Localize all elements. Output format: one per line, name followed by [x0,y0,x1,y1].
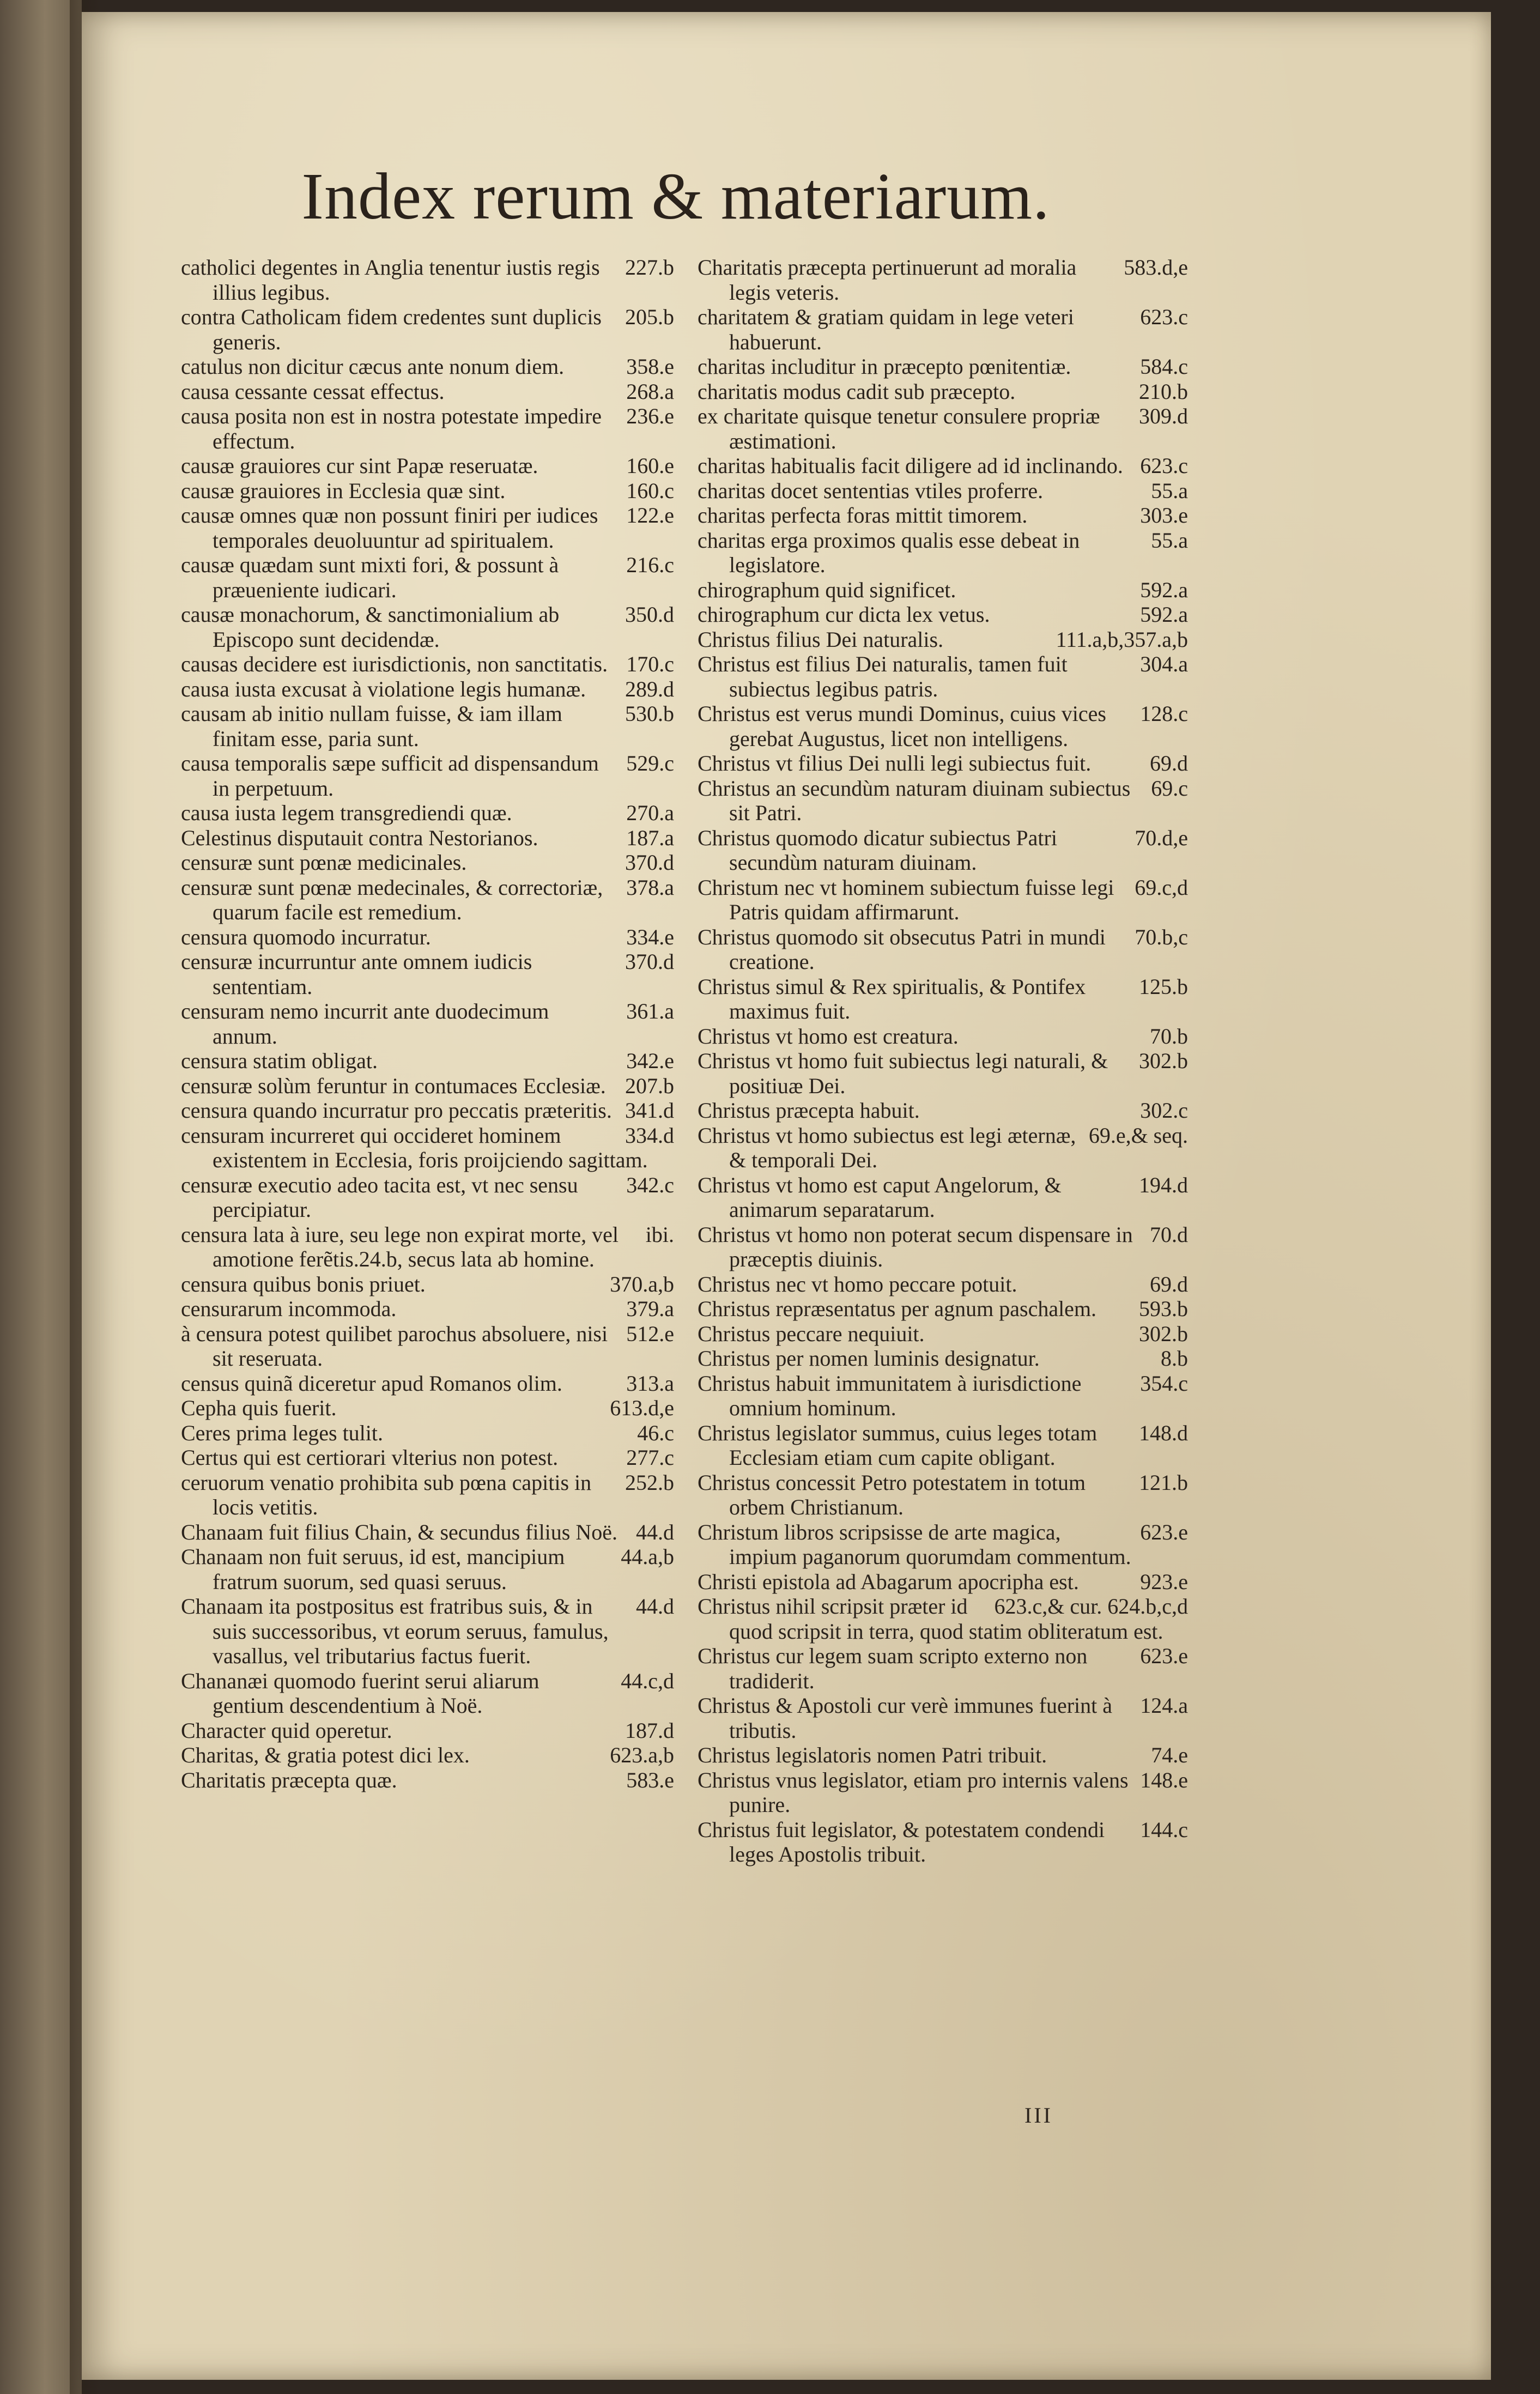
index-entry-ref: 252.b [625,1470,674,1495]
index-entry [698,1098,1188,1123]
index-entry-ref: 55.a [1151,528,1188,553]
index-entry-ref: 69.c [1151,775,1188,801]
index-entry-ref: 187.a [626,825,674,850]
index-entry [181,949,674,999]
index-entry [698,1817,1188,1867]
index-entry-ref: 303.e [1140,503,1188,528]
index-entry-text: Christus legislatoris nomen Patri tribuit. [698,1743,1047,1767]
index-entry-ref: 44.a,b [621,1544,674,1569]
index-entry-text: Christus nihil scripsit præter id quod scripsit in terra, quod statim obliteratum est. [698,1594,1163,1644]
index-entry-text: Ceres prima leges tulit. [181,1420,384,1445]
index-entry-text: charitatem & gratiam quidam in lege veteri habuerunt. [698,305,1074,354]
index-entry-ref: 313.a [626,1371,674,1396]
index-entry-text: causam ab initio nullam fuisse, & iam illam finitam esse, paria sunt. [181,701,562,751]
index-entry [181,1718,674,1743]
index-column-left [181,255,674,2108]
index-entry [181,1594,674,1669]
index-entry-text: causæ grauiores cur sint Papæ reseruatæ. [181,453,538,478]
index-entry-ref: 69.e,& seq. [1088,1123,1188,1148]
index-entry-ref: 227.b [625,255,674,280]
index-entry-text: Certus qui est certiorari vlterius non potest. [181,1445,559,1470]
index-entry [181,553,674,602]
index-entry [698,1421,1188,1470]
index-entry [698,578,1188,603]
index-entry [698,1173,1188,1222]
index-entry-text: Christus est verus mundi Dominus, cuius vices gerebat Augustus, licet non intelligens. [698,701,1106,751]
index-entry-text: censuræ executio adeo tacita est, vt nec sensu percipiatur. [181,1172,578,1222]
index-entry-text: chirographum cur dicta lex vetus. [698,602,990,627]
index-entry [181,503,674,553]
index-entry-text: Chanaam ita postpositus est fratribus suis, & in suis successoribus, vt eorum seruus, famulus, vasallus, vel tributarius factus fuerit. [181,1594,609,1668]
index-entry-ref: 378.a [626,875,674,900]
index-entry [181,801,674,826]
index-entry-ref: 122.e [626,503,674,528]
running-title: Index rerum & materiarum. [301,160,1050,233]
index-entry-text: censuræ sunt pœnæ medecinales, & correctoriæ, quarum facile est remedium. [181,875,603,924]
index-entry-text: Christus habuit immunitatem à iurisdictione omnium hominum. [698,1371,1082,1420]
index-entry-text: Christus vt homo est creatura. [698,1023,959,1048]
index-entry-ref: 342.e [626,1048,674,1073]
index-entry-ref: 148.e [1140,1767,1188,1792]
index-entry-text: causæ grauiores in Ecclesia quæ sint. [181,478,506,503]
index-entry-text: chirographum quid significet. [698,577,956,602]
index-entry [698,379,1188,404]
index-entry-ref: 592.a [1140,602,1188,627]
index-entry [698,453,1188,478]
index-entry-ref: 207.b [625,1073,674,1098]
index-entry [698,404,1188,453]
index-entry-text: Christus quomodo sit obsecutus Patri in mundi creatione. [698,924,1106,974]
index-entry [698,305,1188,354]
index-entry [698,354,1188,379]
index-entry [698,751,1188,776]
index-entry-text: causas decidere est iurisdictionis, non sanctitatis. [181,652,608,676]
index-entry [698,503,1188,528]
index-entry-text: causa iusta excusat à violatione legis humanæ. [181,676,586,701]
index-entry-ref: 354.c [1140,1371,1188,1396]
index-entry-text: Christus vt homo est caput Angelorum, & animarum separatarum. [698,1172,1062,1222]
index-entry [698,1644,1188,1693]
index-entry-ref: 302.b [1139,1048,1188,1073]
index-entry [698,1594,1188,1644]
index-entry-text: charitas habitualis facit diligere ad id inclinando. [698,453,1123,478]
index-entry [181,1396,674,1421]
index-entry [698,776,1188,826]
index-entry-text: censurarum incommoda. [181,1296,397,1321]
index-entry [698,974,1188,1024]
index-entry-ref: 342.c [626,1172,674,1197]
index-entry-text: Cepha quis fuerit. [181,1396,337,1420]
index-entry-text: causæ monachorum, & sanctimonialium ab Episcopo sunt decidendæ. [181,602,560,652]
index-entry-ref: 8.b [1161,1346,1188,1371]
index-entry [181,453,674,478]
index-entry-ref: 236.e [626,404,674,428]
index-entry-ref: 216.c [626,553,674,577]
index-entry [698,255,1188,305]
index-entry-ref: 55.a [1151,478,1188,503]
index-entry-ref: 128.c [1140,701,1188,726]
index-entry [181,1470,674,1520]
index-entry-text: Christus vt homo fuit subiectus legi naturali, & positiuæ Dei. [698,1048,1108,1098]
index-entry-text: censuram incurreret qui occideret hominem existentem in Ecclesia, foris proijciendo sagittam. [181,1123,648,1172]
index-entry-text: Christus vt homo non poterat secum dispensare in præceptis diuinis. [698,1222,1133,1271]
index-entry-text: censuræ sunt pœnæ medicinales. [181,850,467,875]
index-entry [698,1470,1188,1520]
index-entry [698,1024,1188,1049]
index-entry-ref: 529.c [626,751,674,775]
index-entry-ref: 583.e [626,1767,674,1792]
index-entry-text: Chananæi quomodo fuerint serui aliarum gentium descendentium à Noë. [181,1668,539,1718]
index-entry-ref: 289.d [625,676,674,701]
index-entry [698,528,1188,578]
index-entry-text: censura lata à iure, seu lege non expirat morte, vel amotione ferẽtis.24.b, secus lata ab homine. [181,1222,619,1271]
index-entry [698,602,1188,627]
index-entry [181,875,674,925]
index-entry [181,1421,674,1446]
index-entry-text: census quinã diceretur apud Romanos olim. [181,1371,562,1396]
index-entry-text: censuræ incurruntur ante omnem iudicis sententiam. [181,949,532,999]
index-entry-text: ex charitate quisque tenetur consulere propriæ æstimationi. [698,404,1100,453]
index-entry-ref: 70.d [1150,1222,1188,1247]
index-entry [181,1520,674,1545]
index-entry-text: Christus fuit legislator, & potestatem condendi leges Apostolis tribuit. [698,1817,1105,1866]
index-entry-text: Christus simul & Rex spiritualis, & Pontifex maximus fuit. [698,974,1086,1023]
index-entry-text: Charitatis præcepta quæ. [181,1767,397,1792]
index-entry-text: Celestinus disputauit contra Nestorianos. [181,825,538,850]
index-entry [181,1743,674,1768]
index-entry [698,1768,1188,1817]
index-entry-ref: 623.a,b [610,1743,674,1767]
index-entry [181,1669,674,1718]
index-entry [698,1569,1188,1595]
index-entry-ref: 46.c [637,1420,674,1445]
index-entry-text: Christus concessit Petro potestatem in totum orbem Christianum. [698,1470,1086,1519]
index-entry-text: catholici degentes in Anglia tenentur iustis regis illius legibus. [181,255,600,305]
index-entry-ref: 194.d [1139,1172,1188,1197]
index-entry-text: Chanaam fuit filius Chain, & secundus filius Noë. [181,1519,617,1544]
index-entry-text: Christus & Apostoli cur verè immunes fuerint à tributis. [698,1693,1112,1743]
index-entry [698,1322,1188,1347]
index-entry-text: Christi epistola ad Abagarum apocripha est. [698,1569,1079,1594]
index-entry-ref: 358.e [626,354,674,379]
index-entry [181,925,674,950]
index-entry [181,1371,674,1396]
index-entry [698,1520,1188,1569]
index-entry-text: censura quibus bonis priuet. [181,1271,426,1296]
index-entry-ref: 70.b,c [1135,924,1188,949]
index-entry [181,354,674,379]
index-entry-text: causa iusta legem transgrediendi quæ. [181,801,512,825]
index-entry-text: Christum nec vt hominem subiectum fuisse legi Patris quidam affirmarunt. [698,875,1114,924]
index-entry-text: Christus cur legem suam scripto externo non tradiderit. [698,1644,1088,1693]
index-entry-text: charitas perfecta foras mittit timorem. [698,503,1028,528]
index-entry-ref: 124.a [1140,1693,1188,1718]
index-entry-text: Christum libros scripsisse de arte magica, impium paganorum quorumdam commentum. [698,1519,1131,1569]
index-entry-ref: 370.a,b [610,1271,674,1296]
index-entry [181,1048,674,1074]
index-entry-ref: 277.c [626,1445,674,1470]
index-entry-ref: 69.c,d [1135,875,1188,900]
index-entry-ref: 583.d,e [1124,255,1188,280]
index-entry-ref: 623.c [1140,453,1188,478]
index-entry-text: Christus filius Dei naturalis. [698,627,944,652]
index-entry [181,1098,674,1123]
index-entry [181,1272,674,1297]
index-entry-text: causæ quædam sunt mixti fori, & possunt à præueniente iudicari. [181,553,559,602]
index-entry [698,701,1188,751]
index-entry-ref: 623.e [1140,1519,1188,1544]
index-entry-ref: 361.a [626,999,674,1023]
index-entry-text: censura statim obligat. [181,1048,378,1073]
index-entry [181,602,674,652]
index-entry [181,1074,674,1099]
index-entry-ref: 592.a [1140,577,1188,602]
index-entry-text: Christus legislator summus, cuius leges totam Ecclesiam etiam cum capite obligant. [698,1420,1098,1470]
index-entry [698,1296,1188,1322]
catchword: III [1024,2103,1053,2128]
index-entry [698,1743,1188,1768]
index-entry-ref: 623.c [1140,305,1188,329]
index-entry [698,1123,1188,1173]
index-entry-ref: 584.c [1140,354,1188,379]
index-entry-ref: 923.e [1140,1569,1188,1594]
index-entry-text: catulus non dicitur cæcus ante nonum diem. [181,354,565,379]
index-entry-text: Christus peccare nequiuit. [698,1321,925,1346]
index-entry [181,826,674,851]
index-entry-text: censuræ solùm feruntur in contumaces Ecclesiæ. [181,1073,606,1098]
index-entry [181,1123,674,1173]
index-entry-text: charitas includitur in præcepto pœnitentiæ. [698,354,1071,379]
index-entry-ref: 623.e [1140,1644,1188,1668]
index-entry-ref: 302.c [1140,1098,1188,1123]
index-entry-text: Christus an secundùm naturam diuinam subiectus sit Patri. [698,775,1131,825]
index-entry [181,1768,674,1793]
index-entry-text: Christus vt homo subiectus est legi æternæ, & temporali Dei. [698,1123,1076,1172]
index-entry [698,1371,1188,1421]
index-entry [698,1048,1188,1098]
index-entry-ref: 187.d [625,1718,674,1743]
index-entry-text: Christus vnus legislator, etiam pro internis valens punire. [698,1767,1129,1817]
index-entry-ref: 121.b [1139,1470,1188,1495]
index-entry-text: charitas docet sententias vtiles proferre. [698,478,1044,503]
index-entry [698,627,1188,652]
index-entry-ref: 44.d [636,1519,674,1544]
index-entry [181,1445,674,1470]
index-entry-ref: 44.c,d [621,1668,674,1693]
index-entry-ref: 270.a [626,801,674,825]
index-entry-text: censuram nemo incurrit ante duodecimum annum. [181,999,549,1048]
index-entry [181,1296,674,1322]
index-entry-ref: 370.d [625,949,674,974]
index-entry [181,652,674,677]
index-column-right [698,255,1188,2108]
index-entry-text: causa temporalis sæpe sufficit ad dispensandum in perpetuum. [181,751,599,801]
index-entry-ref: 111.a,b,357.a,b [1056,627,1188,652]
index-entry-text: contra Catholicam fidem credentes sunt duplicis generis. [181,305,602,354]
index-entry [181,379,674,404]
index-entry [181,1222,674,1272]
index-entry [181,999,674,1048]
index-entry [698,478,1188,504]
index-entry-ref: 302.b [1139,1321,1188,1346]
index-entry-text: charitatis modus cadit sub præcepto. [698,379,1016,404]
index-entry-ref: 613.d,e [610,1396,674,1420]
index-entry-text: Christus est filius Dei naturalis, tamen fuit subiectus legibus patris. [698,652,1068,701]
index-entry [181,478,674,504]
index-entry [698,826,1188,875]
index-entry [181,404,674,453]
index-entry [181,677,674,702]
index-entry [698,652,1188,701]
index-entry-ref: 74.e [1151,1743,1188,1767]
index-entry-ref: 623.c,& cur. 624.b,c,d [994,1594,1188,1619]
index-entry-text: Christus repræsentatus per agnum paschalem. [698,1296,1097,1321]
index-entry-ref: 379.a [626,1296,674,1321]
index-entry-text: Christus præcepta habuit. [698,1098,920,1123]
index-entry-text: Christus per nomen luminis designatur. [698,1346,1040,1371]
index-entry-text: causæ omnes quæ non possunt finiri per iudices temporales deuoluuntur ad spiritualem. [181,503,598,553]
index-entry-ref: 148.d [1139,1420,1188,1445]
index-entry-ref: 268.a [626,379,674,404]
index-entry-ref: 125.b [1139,974,1188,999]
index-entry-ref: 334.e [626,924,674,949]
index-entry-text: causa posita non est in nostra potestate impedire effectum. [181,404,602,453]
index-entry-text: charitas erga proximos qualis esse debeat in legislatore. [698,528,1080,577]
index-entry-ref: 304.a [1140,652,1188,676]
index-entry [181,255,674,305]
index-entry-ref: 210.b [1139,379,1188,404]
index-entry [698,1272,1188,1297]
index-entry-ref: 160.e [626,453,674,478]
index-entry-text: Christus quomodo dicatur subiectus Patri secundùm naturam diuinam. [698,825,1057,875]
index-entry [181,1322,674,1371]
index-entry-ref: 205.b [625,305,674,329]
index-entry [181,850,674,875]
index-entry-ref: 144.c [1140,1817,1188,1842]
index-entry [181,701,674,751]
index-entry-ref: 170.c [626,652,674,676]
index-entry-ref: 160.c [626,478,674,503]
index-entry-ref: 370.d [625,850,674,875]
index-entry-ref: 70.b [1150,1023,1188,1048]
index-entry-ref: ibi. [645,1222,674,1247]
index-entry-text: à censura potest quilibet parochus absoluere, nisi sit reseruata. [181,1321,608,1371]
index-entry-text: Chanaam non fuit seruus, id est, mancipium fratrum suorum, sed quasi seruus. [181,1544,565,1594]
index-entry-ref: 309.d [1139,404,1188,428]
index-entry [181,1544,674,1594]
index-entry [698,1222,1188,1272]
index-entry-text: Christus vt filius Dei nulli legi subiectus fuit. [698,751,1092,775]
index-entry [698,925,1188,974]
index-entry-ref: 530.b [625,701,674,726]
index-entry [181,305,674,354]
index-entry-ref: 350.d [625,602,674,627]
index-entry-ref: 69.d [1150,751,1188,775]
index-entry [181,1173,674,1222]
index-entry-text: censura quando incurratur pro peccatis præteritis. [181,1098,612,1123]
index-entry-ref: 341.d [625,1098,674,1123]
index-entry-text: causa cessante cessat effectus. [181,379,445,404]
index-entry [698,875,1188,925]
index-entry-ref: 334.d [625,1123,674,1148]
index-entry-text: Christus nec vt homo peccare potuit. [698,1271,1017,1296]
index-entry-text: Charitas, & gratia potest dici lex. [181,1743,470,1767]
index-entry-ref: 69.d [1150,1271,1188,1296]
index-entry-text: censura quomodo incurratur. [181,924,431,949]
index-entry-text: ceruorum venatio prohibita sub pœna capitis in locis vetitis. [181,1470,592,1519]
index-entry-text: Charitatis præcepta pertinuerunt ad moralia legis veteris. [698,255,1077,305]
index-entry-ref: 70.d,e [1135,825,1188,850]
index-entry [698,1346,1188,1371]
index-entry-text: Character quid operetur. [181,1718,392,1743]
index-entry [181,751,674,801]
index-entry-ref: 44.d [636,1594,674,1619]
index-entry-ref: 593.b [1139,1296,1188,1321]
index-entry-ref: 512.e [626,1321,674,1346]
index-entry [698,1693,1188,1743]
